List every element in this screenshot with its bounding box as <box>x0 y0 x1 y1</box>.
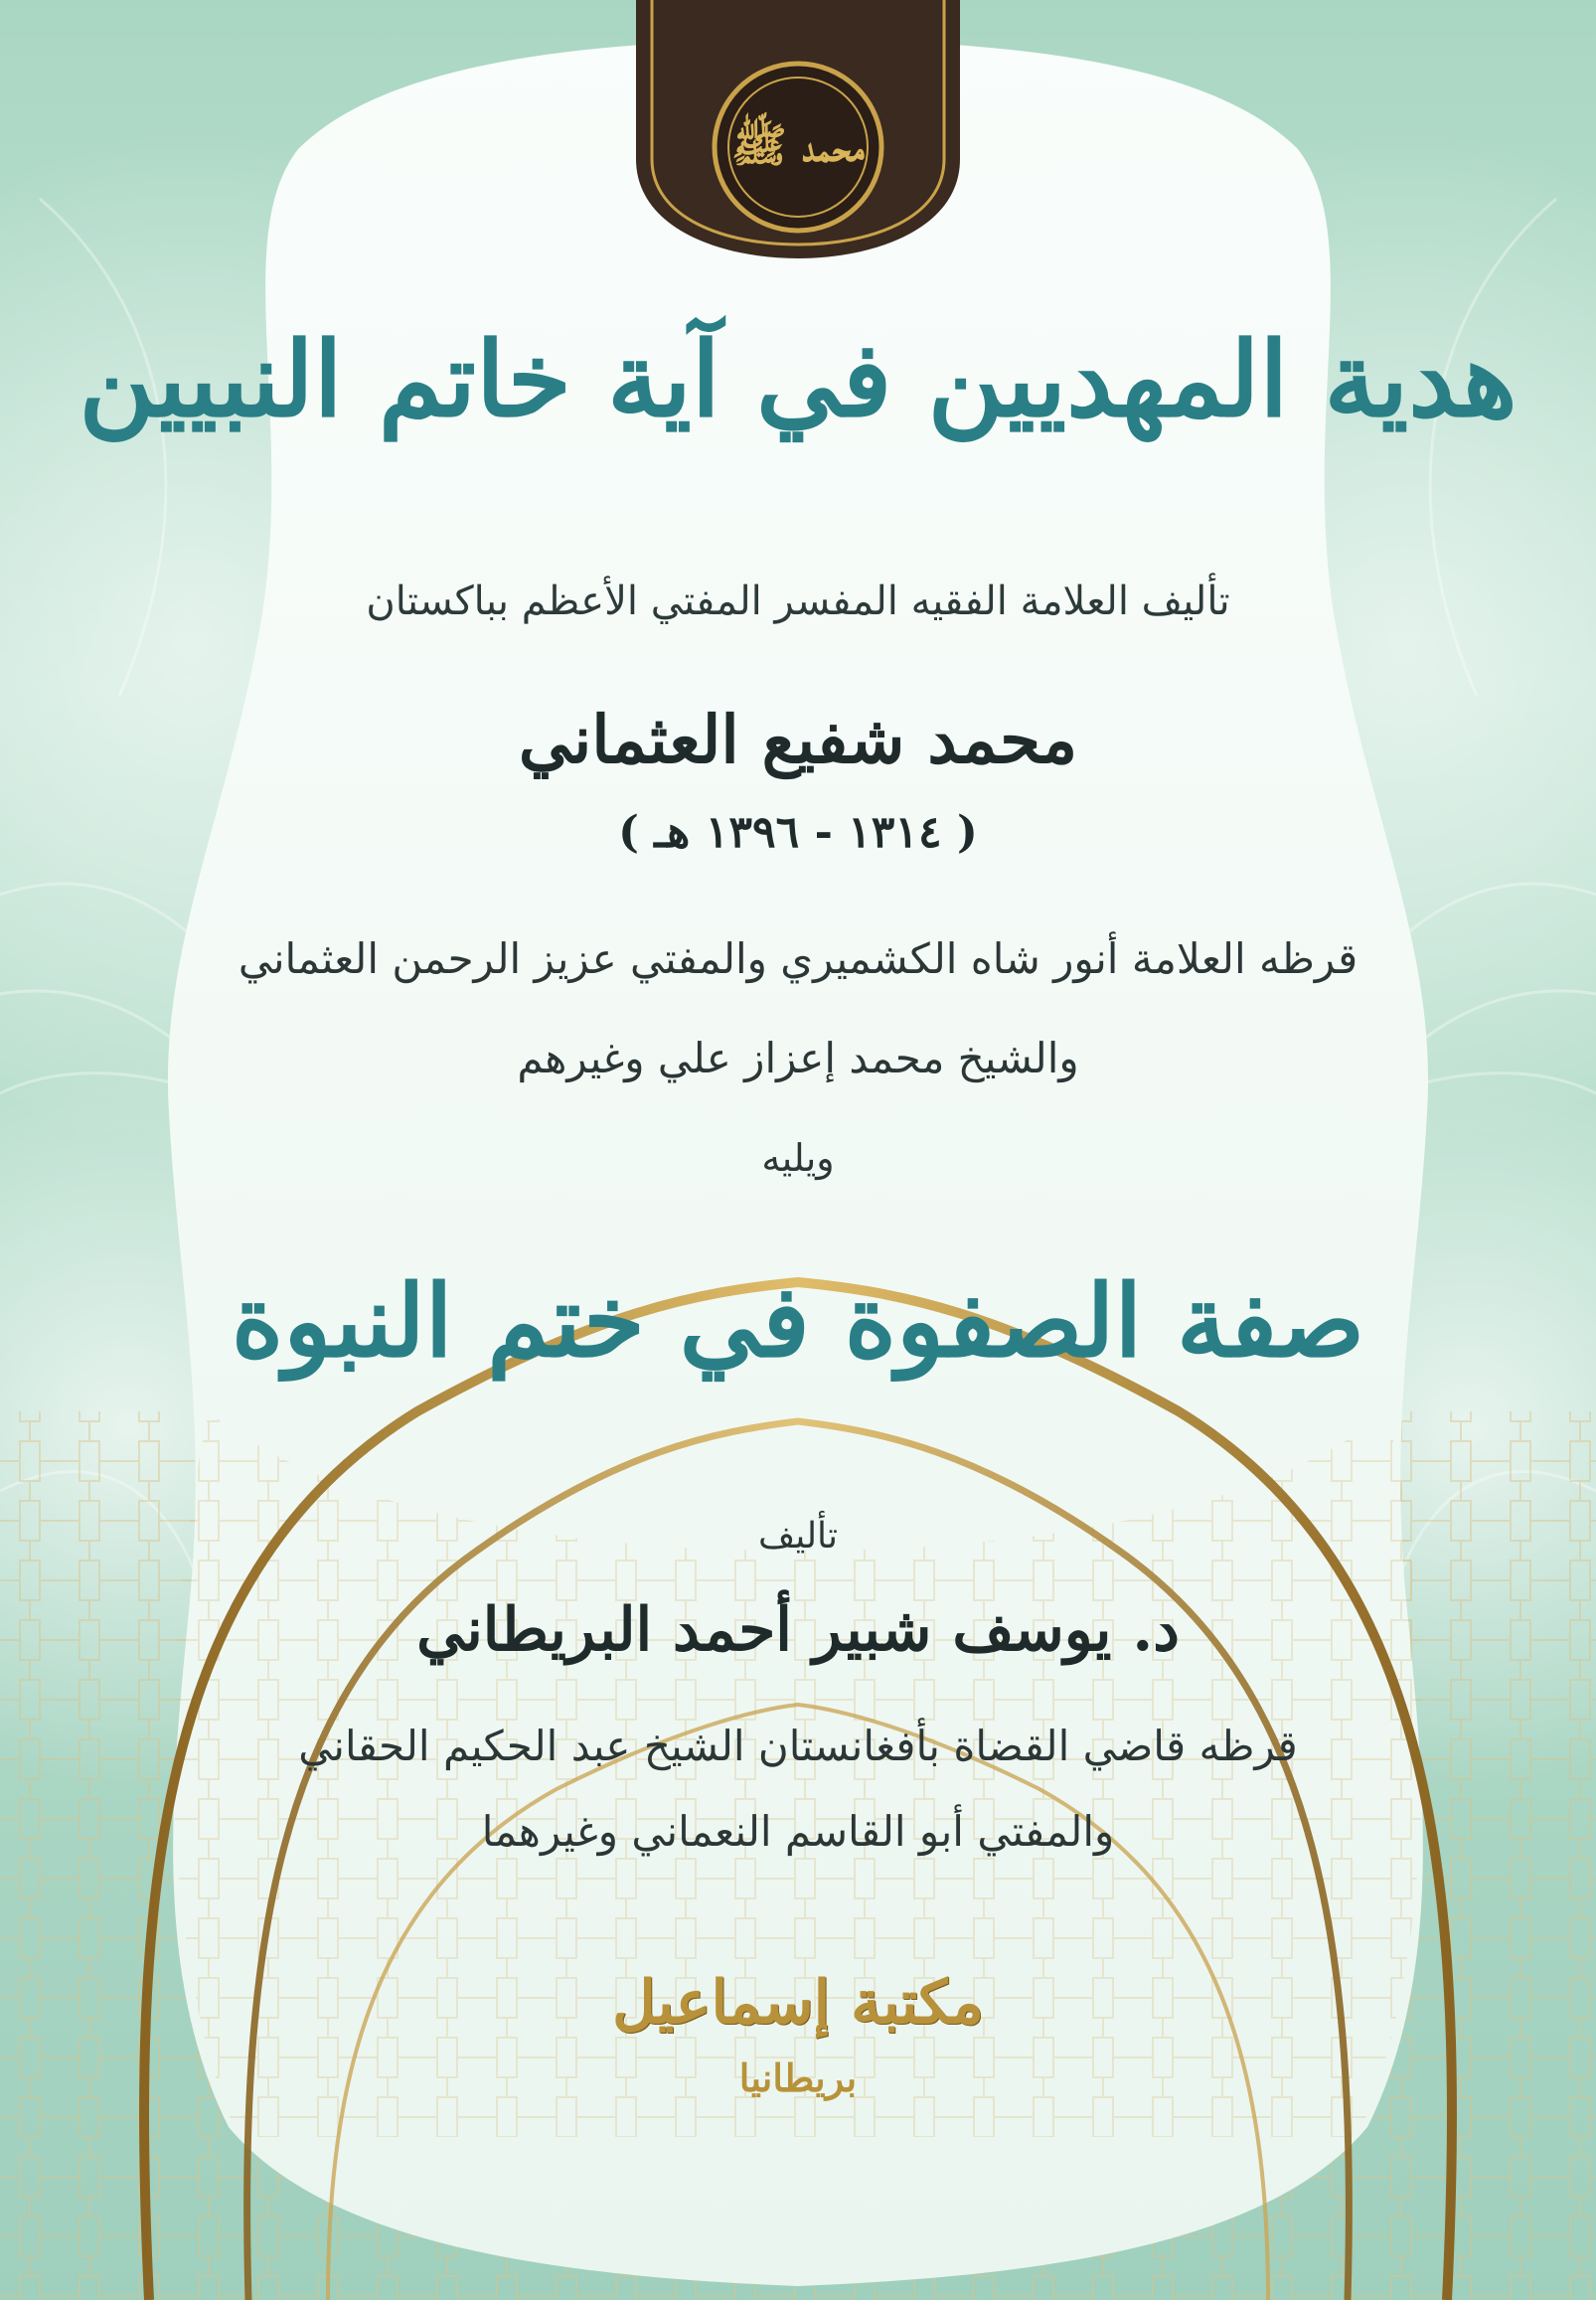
book1-title: هدية المهديين في آية خاتم النبيين <box>79 318 1517 440</box>
publisher-logo-name: مكتبة إسماعيل <box>612 1968 984 2038</box>
book2-authorship-label: تأليف <box>757 1516 839 1557</box>
book2-author-name: د. يوسف شبير أحمد البريطاني <box>416 1595 1180 1665</box>
book2-endorsement-line1: قرظه قاضي القضاة بأفغانستان الشيخ عبد الحكيم الحقاني <box>298 1722 1298 1770</box>
followed-by-label: ويليه <box>761 1136 835 1180</box>
book1-author-dates: ( ١٣١٤ - ١٣٩٦ هـ ) <box>618 807 978 858</box>
publisher-location: بريطانيا <box>738 2055 858 2100</box>
medallion-calligraphy: محمد ﷺ <box>731 118 865 172</box>
book1-author-name: محمد شفيع العثماني <box>518 701 1078 778</box>
medallion <box>636 0 960 258</box>
book1-author-prefix: تأليف العلامة الفقيه المفسر المفتي الأعظم بباكستان <box>366 578 1230 624</box>
book2-title: صفة الصفوة في ختم النبوة <box>231 1262 1365 1380</box>
book1-endorsement-line1: قرظه العلامة أنور شاه الكشميري والمفتي عزيز الرحمن العثماني <box>238 934 1358 983</box>
book2-endorsement-line2: والمفتي أبو القاسم النعماني وغيرهما <box>481 1807 1115 1856</box>
book1-endorsement-line2: والشيخ محمد إعزاز علي وغيرهم <box>517 1034 1079 1082</box>
